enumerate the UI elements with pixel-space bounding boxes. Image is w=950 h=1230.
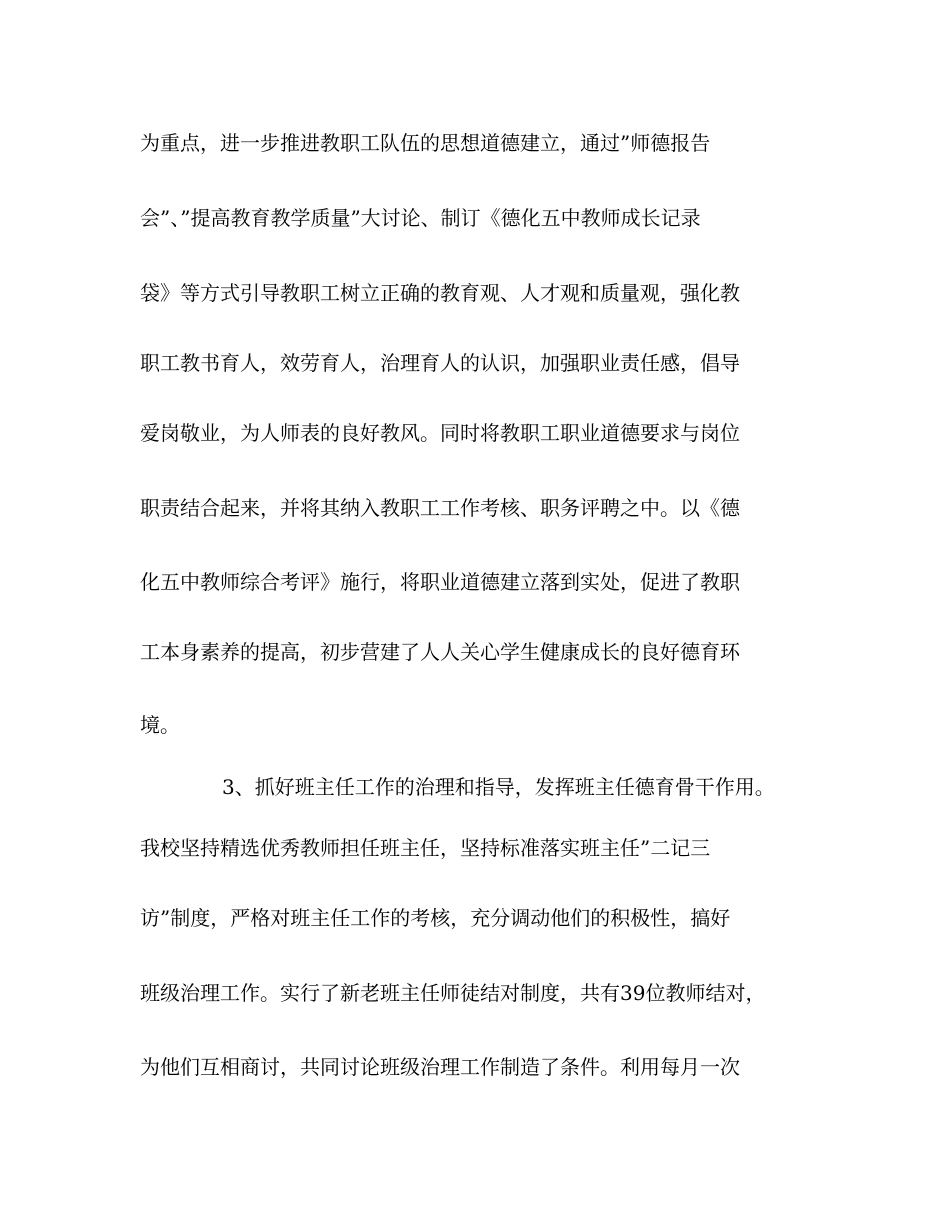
text-line: 职责结合起来，并将其纳入教职工工作考核、职务评聘之中。以《德 <box>140 496 740 520</box>
text-line: 爱岗敬业，为人师表的良好教风。同时将教职工职业道德要求与岗位 <box>140 421 740 445</box>
text-line: 访”制度，严格对班主任工作的考核，充分调动他们的积极性，搞好 <box>140 906 731 930</box>
text-line: 为他们互相商讨，共同讨论班级治理工作制造了条件。利用每月一次 <box>140 1055 740 1079</box>
text-line: 工本身素养的提高，初步营建了人人关心学生健康成长的良好德育环 <box>140 640 740 664</box>
text-line: 班级治理工作。实行了新老班主任师徒结对制度，共有39位教师结对， <box>140 981 766 1005</box>
text-line: 为重点，进一步推进教职工队伍的思想道德建立，通过”师德报告 <box>140 131 711 155</box>
text-line: 职工教书育人，效劳育人，治理育人的认识，加强职业责任感，倡导 <box>140 351 740 375</box>
text-line: 会”、”提高教育教学质量”大讨论、制订《德化五中教师成长记录 <box>140 206 701 230</box>
text-line-indented: 3、抓好班主任工作的治理和指导，发挥班主任德育骨干作用。 <box>222 775 775 799</box>
text-line: 我校坚持精选优秀教师担任班主任，坚持标准落实班主任”二记三 <box>140 836 711 860</box>
text-line: 袋》等方式引导教职工树立正确的教育观、人才观和质量观，强化教 <box>140 281 740 305</box>
text-line: 化五中教师综合考评》施行，将职业道德建立落到实处，促进了教职 <box>140 570 740 594</box>
text-line: 境。 <box>140 713 180 737</box>
